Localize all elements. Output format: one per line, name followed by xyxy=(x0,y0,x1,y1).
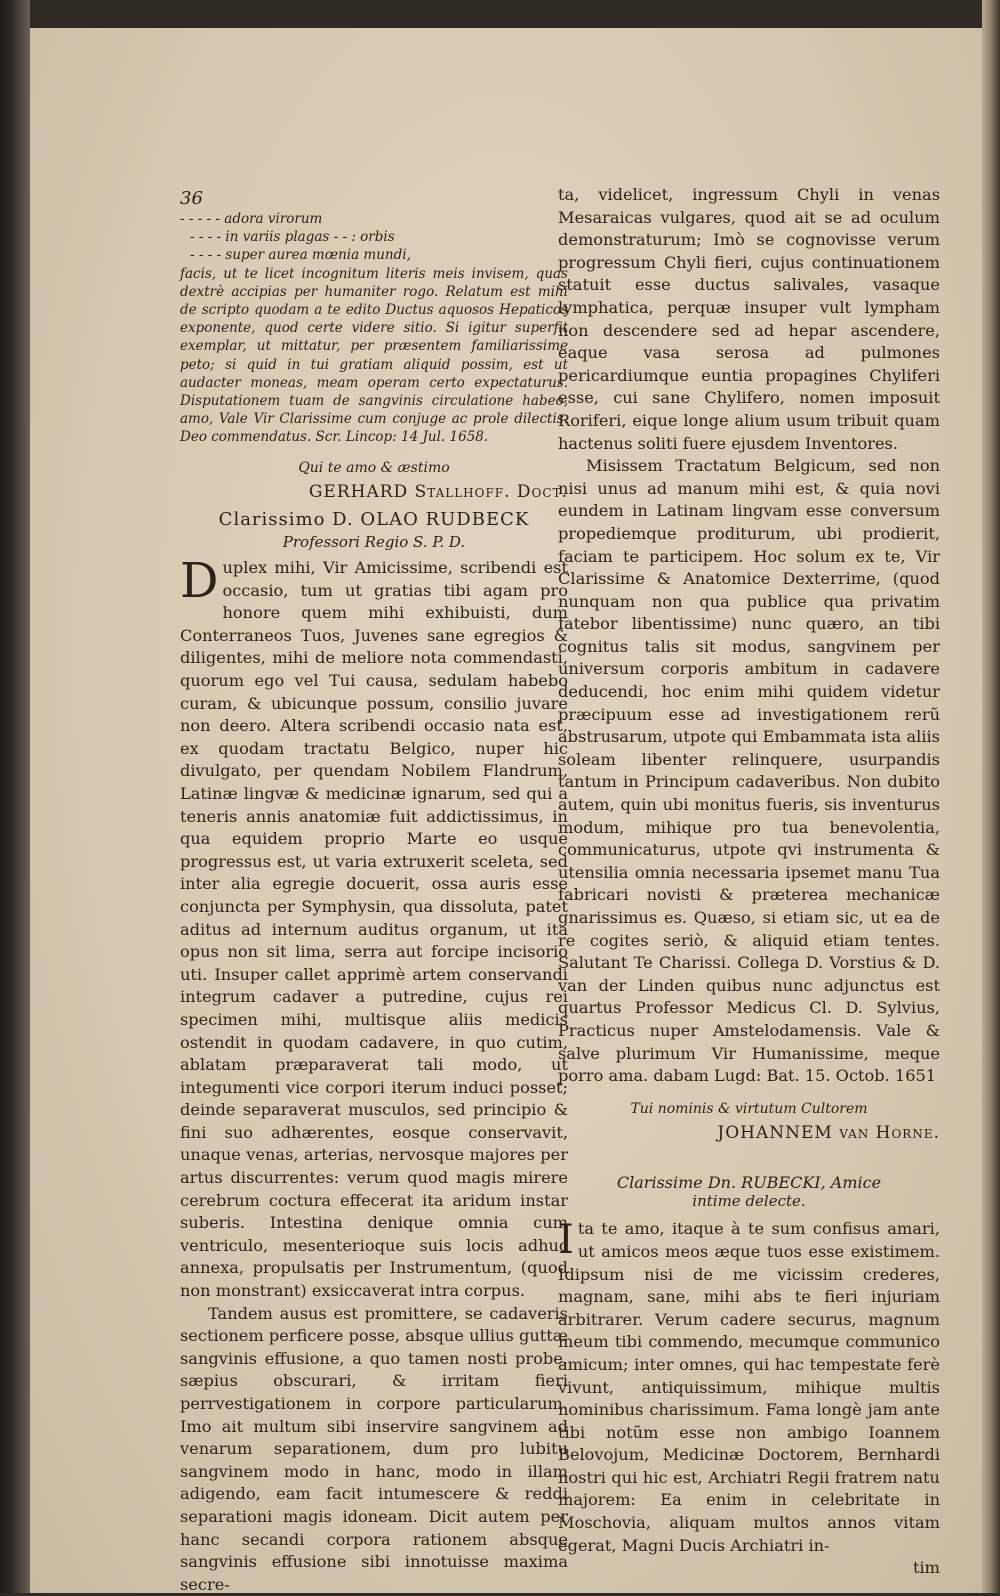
salutation-line-4: intime delecte. xyxy=(692,1192,806,1211)
left-column xyxy=(180,188,568,1596)
drop-cap: D xyxy=(180,553,219,610)
stallhoff-closing: Qui te amo & æstimo xyxy=(298,459,450,476)
page-number: 36 xyxy=(180,188,203,209)
stallhoff-signature: GERHARD Stallhoff. Doct. xyxy=(308,481,568,502)
vanhorne-closing: Tui nominis & virtutum Cultorem xyxy=(630,1100,868,1117)
verse-line-3: - - - - super aurea mœnia mundi, xyxy=(190,247,411,264)
salutation-line-3: Clarissime Dn. RUBECKI, Amice xyxy=(616,1172,882,1192)
verse-line-1: - - - - - adora virorum xyxy=(180,211,323,227)
book-gutter-edge xyxy=(0,0,30,1593)
letter-paragraph-3: ta, videlicet, ingressum Chyli in venas Mesaraicas vulgares, quod ait se ad oculum demonstraturum; Imò se cognovisse verum progressum Chyli fieri, cujus continuationem statuit esse ductus salivales, vasaque lymphatica, perquæ insuper vult lympham non descendere sed ad hepar ascendere, eaque vasa serosa ad pulmones pericardiumque euntia propagines Chyliferi esse, cui sane Chylifero, nomen imposuit Roriferi, eique longe alium usum tribuit quam hactenus soliti fuere ejusdem Inventores. xyxy=(558,185,940,453)
stallhoff-letter-text: facis, ut te licet incognitum literis meis invisem, quas dextrè accipias per humaniter rogo. Relatum est mihi de scripto quodam a te edito Ductus aquosos Hepaticos exponente, quod certe videre sitio. Si igitur superfit exemplar, ut mittatur, per præsentem familiarissime peto; si quid in tui gratiam aliquid possim, est ut audacter moneas, meam operam certo expectaturus. Disputationem tuam de sangvinis circulatione habeo, amo, Vale Vir Clarissime cum conjuge ac prole dilectis. Deo commendatus. Scr. Lincop: 14 Jul. 1658. xyxy=(180,265,568,446)
drop-cap-2: I xyxy=(558,1217,574,1264)
belovojum-salutation xyxy=(558,1174,940,1210)
vanhorne-signature: JOHANNEM van Horne. xyxy=(717,1122,940,1143)
book-page xyxy=(30,28,982,1593)
salutation-line-2: Professori Regio S. P. D. xyxy=(282,532,466,551)
letter-paragraph-4: Misissem Tractatum Belgicum, sed non nisi unus ad manum mihi est, & quia novi eundem in Latinam lingvam esse conversum propediemque proditurum, ubi prodierit, faciam te participem. Hoc solum ex te, Vir Clarissime & Anatomice Dexterrime, (quod nunquam non qua publice qua privatim fatebor libentissime) nunc quæro, an tibi cognitus talis sit modus, sangvinem per universum corporis ambitum in cadavere deducendi, hoc enim mihi quidem videtur præcipuum esse ad investigationem rerũ abstrusarum, utpote qui Embammata ista aliis soleam libenter relinquere, usurpandis tantum in Principum cadaveribus. Non dubito autem, quin ubi monitus fueris, sis inventurus modum, mihique pro tua benevolentia, communicaturus, utpote qvi instrumenta & utensilia omnia necessaria ipsemet manu Tua fabricari novisti & præterea mechanicæ gnarissimus es. Quæso, si etiam sic, ut ea de re cogites seriò, & aliquid etiam tentes. Salutant Te Charissi. Collega D. Vorstius & D. van der Linden quibus nunc adjunctus est quartus Professor Medicus Cl. D. Sylvius, Practicus nuper Amstelodamensis. Vale & salve plurimum Vir Humanissime, meque porro ama. dabam Lugd: Bat. 15. Octob. 1651 xyxy=(558,456,940,1086)
rudbeck-salutation xyxy=(180,507,568,551)
right-column xyxy=(558,184,940,1580)
paragraph-text: uplex mihi, Vir Amicissime, scribendi est occasio, tum ut gratias tibi agam pro honore quem mihi exhibuisti, dum Conterraneos Tuos, Juvenes sane egregios & diligentes, mihi de meliore nota commendasti, quorum ego vel Tui causa, sedulam habebo curam, & ubicunque possum, consilio juvare non deero. Altera scribendi occasio nata est, ex quodam tractatu Belgico, nuper hic divulgato, per quendam Nobilem Flandrum, Latinæ lingvæ & medicinæ ignarum, sed qui a teneris annis anatomiæ fuit addictissimus, in qua equidem proprio Marte eo usque progressus est, ut varia extruxerit sceleta, sed inter alia egregie docuerit, ossa auris esse conjuncta per Symphysin, qua dissoluta, patet aditus ad internum auditus organum, ut ita opus non sit lima, serra aut forcipe incisorio uti. Insuper callet apprimè artem conservandi integrum cadaver a putredine, cujus rei specimen mihi, multisque aliis medicis ostendit in quodam cadavere, in quo cutim, ablatam præparaverat tali modo, ut integumenti vice corpori iterum induci posset; deinde separaverat musculos, sed principio & fini suo adhærentes, eosque conservavit, unaque venas, arterias, nervosque majores per artus discurrentes: verum quod magis mirere cerebrum coctura effecerat ita aridum instar suberis. Intestina denique omnia cum ventriculo, mesenterioque suis locis adhuc annexa, propulsatis per Instrumentum, (quod non monstrant) exsiccaverat intra corpus. xyxy=(180,558,568,1301)
catchword: tim xyxy=(912,1558,940,1578)
paragraph-text-2: ta te amo, itaque à te sum confisus amari, ut amicos meos æque tuos esse existimem. Idipsum nisi de me vicissim crederes, magnam, sane, mihi abs te fieri injuriam arbitrarer. Verum cadere securus, magnum meum tibi commendo, mecumque communico amicum; inter omnes, qui hac tempestate ferè vivunt, antiquissimum, mihique multis nominibus charissimum. Fama longè jam ante tibi notũm esse non ambigo Ioannem Belovojum, Medicinæ Doctorem, Bernhardi nostri qui hic est, Archiatri Regii fratrem natu majorem: Ea enim in celebritate in Moschovia, aliquam multos annos vitam egerat, Magni Ducis Archiatri in- xyxy=(558,1219,940,1555)
letter-paragraph-1 xyxy=(180,553,568,1303)
salutation-line-1: Clarissimo D. OLAO RUDBECK xyxy=(218,508,530,530)
letter-paragraph-5 xyxy=(558,1218,940,1557)
letter-paragraph-2: Tandem ausus est promittere, se cadaveris sectionem perficere posse, absque ullius guttæ sangvinis effusione, a quo tamen nosti probe, sæpius obscurari, & irritam fieri perrvestigationem in corpore particularum. Imo ait multum sibi inservire sangvinem ad venarum separationem, dum pro lubitu sangvinem modo in hanc, modo in illam adigendo, eam facit intumescere & reddi separationi magis idoneam. Dicit autem per hanc secandi corpora rationem absque sangvinis effusione sibi innotuisse maxima secre- xyxy=(180,1303,568,1594)
verse-line-2: - - - - in variis plagas - - : orbis xyxy=(190,229,395,246)
book-page-edge xyxy=(982,0,1000,1593)
